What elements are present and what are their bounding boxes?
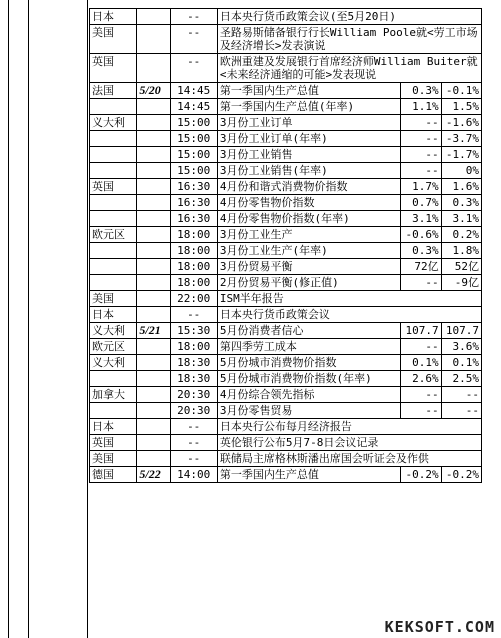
time-cell: 15:00 [170, 147, 217, 163]
date-cell [137, 275, 170, 291]
time-cell: -- [170, 419, 217, 435]
time-cell: 14:00 [170, 467, 217, 483]
event-cell: 欧洲重建及发展银行首席经济师William Buiter就<未来经济通缩的可能>发表现说 [217, 54, 481, 83]
event-cell: 日本央行货币政策会议(至5月20日) [217, 9, 481, 25]
previous-cell: -1.7% [441, 147, 481, 163]
table-row [90, 131, 482, 147]
time-cell: 18:30 [170, 371, 217, 387]
time-cell: 18:00 [170, 259, 217, 275]
time-cell: 15:00 [170, 131, 217, 147]
date-cell: 5/22 [137, 467, 170, 483]
previous-cell: -- [441, 387, 481, 403]
event-cell: 日本央行货币政策会议 [217, 307, 481, 323]
country-cell: 法国 [90, 83, 137, 99]
table-row [90, 99, 482, 115]
event-cell: 4月份零售物价指数 [217, 195, 401, 211]
actual-cell: 72亿 [401, 259, 441, 275]
previous-cell: -0.1% [441, 83, 481, 99]
country-cell [90, 147, 137, 163]
previous-cell: -3.7% [441, 131, 481, 147]
time-cell: 15:00 [170, 115, 217, 131]
actual-cell: 2.6% [401, 371, 441, 387]
previous-cell: 1.8% [441, 243, 481, 259]
event-cell: 2月份贸易平衡(修正值) [217, 275, 401, 291]
date-cell [137, 211, 170, 227]
event-cell: 第一季国内生产总值 [217, 467, 401, 483]
table-row [90, 387, 482, 403]
date-cell [137, 387, 170, 403]
date-cell [137, 115, 170, 131]
table-row [90, 291, 482, 307]
date-cell [137, 9, 170, 25]
time-cell: 20:30 [170, 403, 217, 419]
country-cell: 日本 [90, 307, 137, 323]
event-cell: 3月份工业订单 [217, 115, 401, 131]
country-cell [90, 211, 137, 227]
time-cell: 16:30 [170, 195, 217, 211]
previous-cell: 52亿 [441, 259, 481, 275]
actual-cell: 0.3% [401, 83, 441, 99]
event-cell: 3月份工业生产 [217, 227, 401, 243]
table-row [90, 83, 482, 99]
previous-cell: 0.1% [441, 355, 481, 371]
country-cell [90, 275, 137, 291]
event-cell: 3月份工业订单(年率) [217, 131, 401, 147]
time-cell: -- [170, 307, 217, 323]
event-cell: 第一季国内生产总值(年率) [217, 99, 401, 115]
time-cell: 14:45 [170, 83, 217, 99]
event-cell: 联储局主席格林斯潘出席国会听证会及作供 [217, 451, 481, 467]
date-cell [137, 227, 170, 243]
time-cell: -- [170, 451, 217, 467]
date-cell [137, 163, 170, 179]
previous-cell: 0.3% [441, 195, 481, 211]
previous-cell: -1.6% [441, 115, 481, 131]
time-cell: 15:30 [170, 323, 217, 339]
date-cell [137, 403, 170, 419]
time-cell: -- [170, 9, 217, 25]
previous-cell: 1.6% [441, 179, 481, 195]
actual-cell: -- [401, 147, 441, 163]
calendar-body [90, 9, 482, 483]
time-cell: 15:00 [170, 163, 217, 179]
date-cell: 5/20 [137, 83, 170, 99]
country-cell [90, 243, 137, 259]
country-cell: 欧元区 [90, 339, 137, 355]
table-row [90, 275, 482, 291]
previous-cell: 107.7 [441, 323, 481, 339]
event-cell: 第一季国内生产总值 [217, 83, 401, 99]
actual-cell: 1.7% [401, 179, 441, 195]
country-cell [90, 195, 137, 211]
actual-cell: -- [401, 403, 441, 419]
table-row [90, 355, 482, 371]
table-row [90, 147, 482, 163]
date-cell [137, 25, 170, 54]
country-cell: 加拿大 [90, 387, 137, 403]
event-cell: 3月份工业生产(年率) [217, 243, 401, 259]
date-cell [137, 307, 170, 323]
event-cell: 3月份贸易平衡 [217, 259, 401, 275]
event-cell: 圣路易斯储备银行行长William Poole就<劳工市场及经济增长>发表演说 [217, 25, 481, 54]
date-cell [137, 131, 170, 147]
left-margin-bar [0, 0, 9, 638]
date-cell [137, 435, 170, 451]
previous-cell: -0.2% [441, 467, 481, 483]
country-cell [90, 131, 137, 147]
time-cell: 18:00 [170, 275, 217, 291]
time-cell: 22:00 [170, 291, 217, 307]
country-cell: 德国 [90, 467, 137, 483]
time-cell: -- [170, 25, 217, 54]
time-cell: -- [170, 54, 217, 83]
event-cell: 第四季劳工成本 [217, 339, 401, 355]
time-cell: 16:30 [170, 211, 217, 227]
table-row [90, 435, 482, 451]
country-cell [90, 163, 137, 179]
country-cell: 欧元区 [90, 227, 137, 243]
date-cell [137, 291, 170, 307]
actual-cell: 0.3% [401, 243, 441, 259]
date-cell [137, 243, 170, 259]
actual-cell: -- [401, 163, 441, 179]
time-cell: 18:00 [170, 339, 217, 355]
time-cell: 18:00 [170, 243, 217, 259]
previous-cell: -- [441, 403, 481, 419]
event-cell: 5月份城市消费物价指数(年率) [217, 371, 401, 387]
event-cell: 4月份和谐式消费物价指数 [217, 179, 401, 195]
event-cell: 5月份城市消费物价指数 [217, 355, 401, 371]
table-row [90, 323, 482, 339]
event-cell: 日本央行公布每月经济报告 [217, 419, 481, 435]
date-cell [137, 371, 170, 387]
event-cell: 英伦银行公布5月7-8日会议记录 [217, 435, 481, 451]
table-row [90, 467, 482, 483]
table-row [90, 451, 482, 467]
country-cell: 义大利 [90, 323, 137, 339]
date-cell [137, 99, 170, 115]
time-cell: 20:30 [170, 387, 217, 403]
table-row [90, 403, 482, 419]
watermark: KEKSOFT.COM [384, 618, 495, 636]
country-cell: 英国 [90, 179, 137, 195]
event-cell: 4月份零售物价指数(年率) [217, 211, 401, 227]
country-cell [90, 99, 137, 115]
actual-cell: 1.1% [401, 99, 441, 115]
country-cell: 美国 [90, 291, 137, 307]
actual-cell: -- [401, 115, 441, 131]
table-row [90, 9, 482, 25]
date-cell: 5/21 [137, 323, 170, 339]
country-cell: 英国 [90, 54, 137, 83]
actual-cell: 0.7% [401, 195, 441, 211]
table-row [90, 339, 482, 355]
previous-cell: -9亿 [441, 275, 481, 291]
event-cell: 5月份消费者信心 [217, 323, 401, 339]
event-cell: 3月份工业销售 [217, 147, 401, 163]
time-cell: 14:45 [170, 99, 217, 115]
table-row [90, 243, 482, 259]
time-cell: 18:30 [170, 355, 217, 371]
actual-cell: 3.1% [401, 211, 441, 227]
table-row [90, 259, 482, 275]
table-row [90, 211, 482, 227]
country-cell: 日本 [90, 9, 137, 25]
event-cell: 3月份工业销售(年率) [217, 163, 401, 179]
previous-cell: 2.5% [441, 371, 481, 387]
table-row [90, 163, 482, 179]
actual-cell: -- [401, 275, 441, 291]
event-cell: 4月份综合领先指标 [217, 387, 401, 403]
table-row [90, 227, 482, 243]
actual-cell: 107.7 [401, 323, 441, 339]
country-cell: 义大利 [90, 355, 137, 371]
date-cell [137, 54, 170, 83]
date-cell [137, 355, 170, 371]
country-cell: 日本 [90, 419, 137, 435]
date-cell [137, 179, 170, 195]
country-cell [90, 371, 137, 387]
actual-cell: -- [401, 387, 441, 403]
date-cell [137, 259, 170, 275]
country-cell: 美国 [90, 25, 137, 54]
country-cell: 义大利 [90, 115, 137, 131]
table-row [90, 115, 482, 131]
country-cell: 英国 [90, 435, 137, 451]
actual-cell: -0.2% [401, 467, 441, 483]
previous-cell: 3.6% [441, 339, 481, 355]
table-row [90, 54, 482, 83]
date-cell [137, 419, 170, 435]
table-row [90, 25, 482, 54]
table-row [90, 307, 482, 323]
event-cell: ISM半年报告 [217, 291, 481, 307]
table-row [90, 419, 482, 435]
date-cell [137, 339, 170, 355]
previous-cell: 1.5% [441, 99, 481, 115]
previous-cell: 0% [441, 163, 481, 179]
economic-calendar-table [89, 8, 482, 483]
previous-cell: 3.1% [441, 211, 481, 227]
time-cell: 16:30 [170, 179, 217, 195]
actual-cell: -- [401, 339, 441, 355]
time-cell: -- [170, 435, 217, 451]
actual-cell: 0.1% [401, 355, 441, 371]
table-row [90, 179, 482, 195]
date-cell [137, 147, 170, 163]
time-cell: 18:00 [170, 227, 217, 243]
table-row [90, 371, 482, 387]
actual-cell: -0.6% [401, 227, 441, 243]
event-cell: 3月份零售贸易 [217, 403, 401, 419]
actual-cell: -- [401, 131, 441, 147]
left-blank-column [28, 0, 88, 638]
country-cell [90, 403, 137, 419]
date-cell [137, 451, 170, 467]
country-cell [90, 259, 137, 275]
date-cell [137, 195, 170, 211]
previous-cell: 0.2% [441, 227, 481, 243]
table-row [90, 195, 482, 211]
country-cell: 美国 [90, 451, 137, 467]
